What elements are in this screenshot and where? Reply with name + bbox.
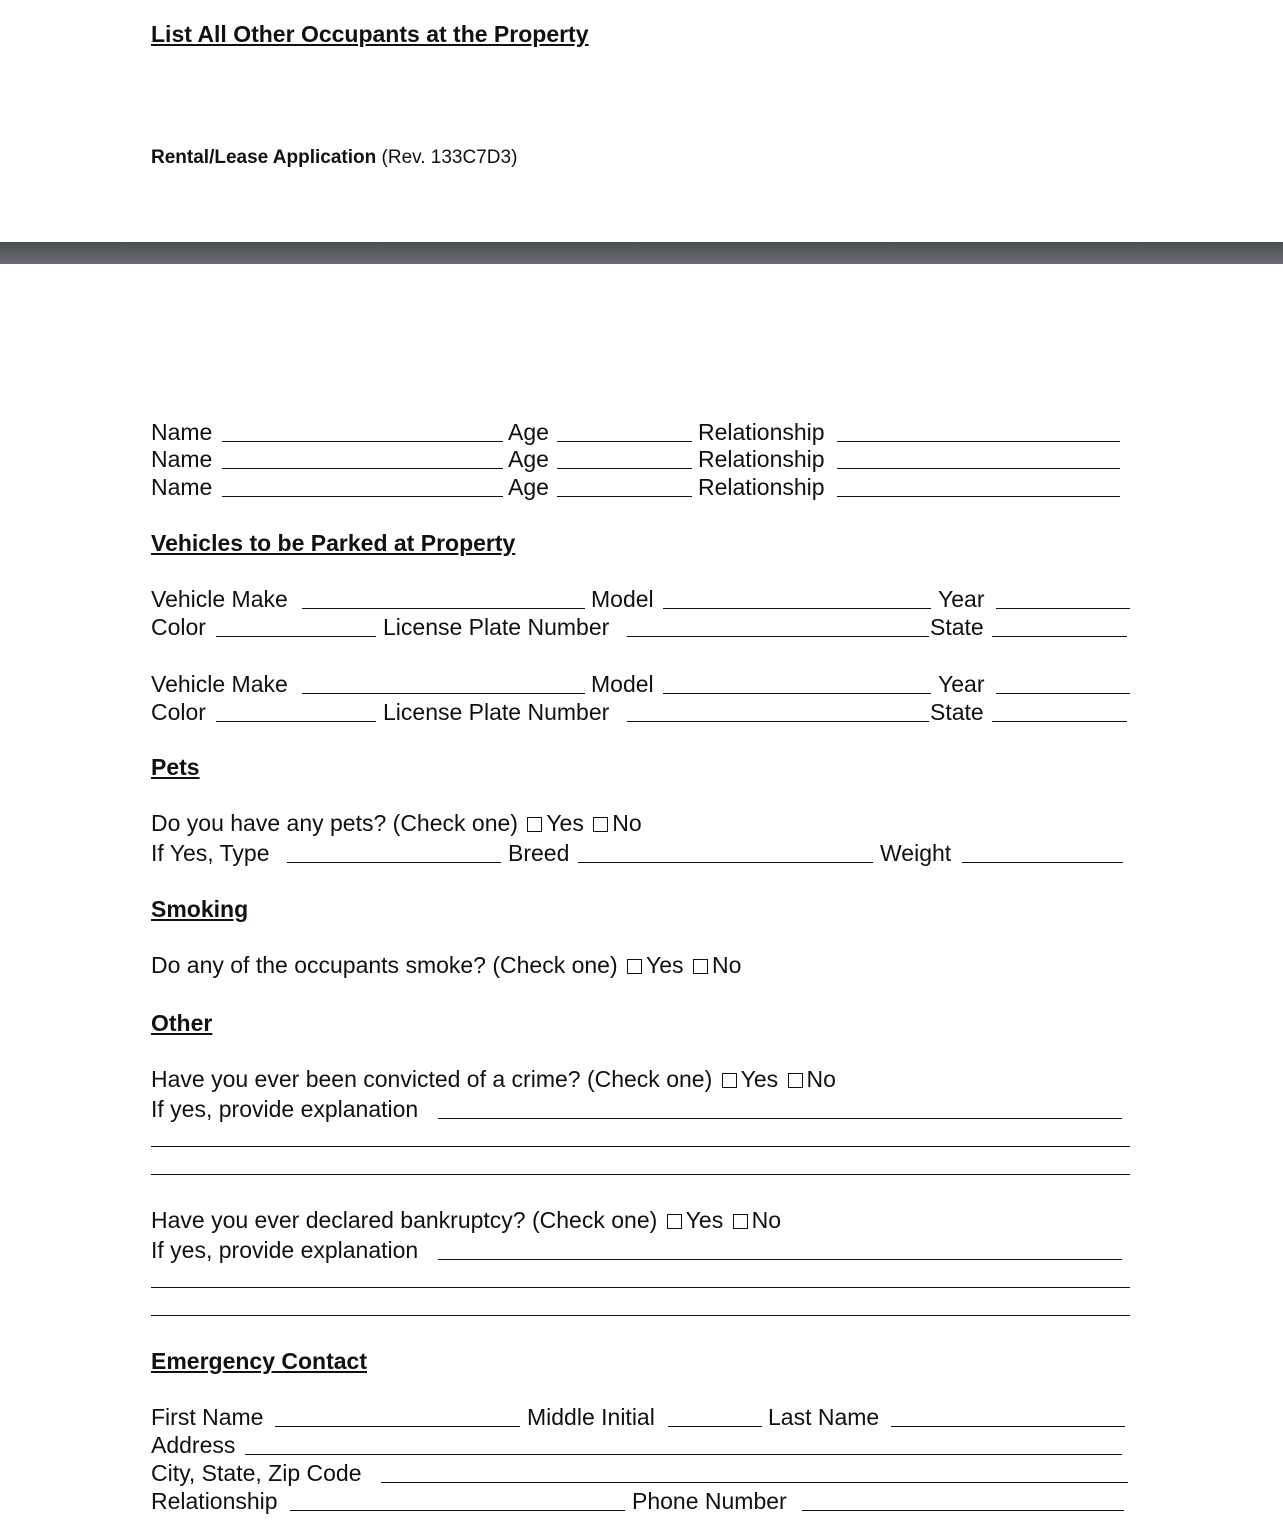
option-label: Yes [740, 1066, 779, 1092]
checkbox-icon[interactable] [527, 817, 542, 832]
pets-heading: Pets [151, 754, 200, 780]
pet-breed-field[interactable] [578, 862, 873, 863]
crime-yes-option[interactable] [719, 1066, 779, 1092]
color-label: Color [151, 614, 206, 640]
emergency-relationship-label: Relationship [151, 1488, 278, 1514]
option-label: No [711, 952, 742, 978]
checkbox-icon[interactable] [627, 959, 642, 974]
smoking-heading: Smoking [151, 896, 249, 922]
crime-explanation-line[interactable] [151, 1146, 1130, 1147]
pets-yes-option[interactable] [524, 810, 584, 836]
option-label: Yes [685, 1207, 724, 1233]
pet-type-label: If Yes, Type [151, 840, 270, 866]
crime-explanation-label: If yes, provide explanation [151, 1096, 419, 1122]
vehicle-year-field[interactable] [996, 608, 1130, 609]
crime-question-row [151, 1066, 836, 1092]
state-label: State [930, 614, 984, 640]
checkbox-icon[interactable] [788, 1073, 803, 1088]
age-label: Age [508, 474, 549, 500]
checkbox-icon[interactable] [593, 817, 608, 832]
bankruptcy-question: Have you ever declared bankruptcy? (Check one) [151, 1207, 658, 1233]
option-label: No [612, 810, 642, 836]
pet-type-field[interactable] [287, 862, 501, 863]
name-label: Name [151, 446, 213, 472]
crime-no-option[interactable] [785, 1066, 836, 1092]
color-label: Color [151, 699, 206, 725]
last-name-field[interactable] [891, 1426, 1125, 1427]
vehicle-make-label: Vehicle Make [151, 586, 288, 612]
occupant-age-field[interactable] [557, 496, 692, 497]
form-footer [151, 147, 517, 169]
checkbox-icon[interactable] [722, 1073, 737, 1088]
license-plate-field[interactable] [627, 636, 929, 637]
middle-initial-label: Middle Initial [527, 1404, 655, 1430]
vehicle-state-field[interactable] [992, 636, 1127, 637]
bankruptcy-question-row [151, 1207, 781, 1233]
model-label: Model [591, 671, 654, 697]
crime-explanation-line[interactable] [151, 1174, 1130, 1175]
vehicle-year-field[interactable] [996, 693, 1130, 694]
address-label: Address [151, 1432, 236, 1458]
bankruptcy-explanation-line[interactable] [151, 1315, 1130, 1316]
emergency-relationship-field[interactable] [290, 1510, 625, 1511]
occupant-relationship-field[interactable] [837, 468, 1120, 469]
year-label: Year [938, 586, 985, 612]
pets-question: Do you have any pets? (Check one) [151, 810, 518, 836]
checkbox-icon[interactable] [733, 1214, 748, 1229]
other-heading: Other [151, 1010, 213, 1036]
crime-explanation-field[interactable] [438, 1118, 1122, 1119]
vehicle-make-field[interactable] [302, 608, 585, 609]
occupant-name-field[interactable] [222, 441, 503, 442]
pets-no-option[interactable] [590, 810, 641, 836]
occupant-name-field[interactable] [222, 468, 503, 469]
vehicle-make-label: Vehicle Make [151, 671, 288, 697]
occupant-name-field[interactable] [222, 496, 503, 497]
vehicle-color-field[interactable] [216, 636, 376, 637]
option-label: Yes [546, 810, 584, 836]
vehicle-color-field[interactable] [216, 721, 376, 722]
vehicle-make-field[interactable] [302, 693, 585, 694]
bankruptcy-yes-option[interactable] [664, 1207, 724, 1233]
city-state-zip-field[interactable] [381, 1482, 1128, 1483]
emergency-contact-heading: Emergency Contact [151, 1348, 368, 1374]
model-label: Model [591, 586, 654, 612]
age-label: Age [508, 419, 549, 445]
relationship-label: Relationship [698, 474, 825, 500]
option-label: No [806, 1066, 836, 1092]
first-name-field[interactable] [275, 1426, 520, 1427]
occupant-relationship-field[interactable] [837, 441, 1120, 442]
bankruptcy-explanation-line[interactable] [151, 1287, 1130, 1288]
last-name-label: Last Name [768, 1404, 880, 1430]
relationship-label: Relationship [698, 419, 825, 445]
weight-label: Weight [880, 840, 952, 866]
city-state-zip-label: City, State, Zip Code [151, 1460, 362, 1486]
option-label: Yes [646, 952, 684, 978]
bankruptcy-explanation-label: If yes, provide explanation [151, 1237, 419, 1263]
vehicles-heading: Vehicles to be Parked at Property [151, 530, 516, 556]
occupant-relationship-field[interactable] [837, 496, 1120, 497]
year-label: Year [938, 671, 985, 697]
license-plate-field[interactable] [627, 721, 929, 722]
name-label: Name [151, 474, 213, 500]
smoking-no-option[interactable] [690, 952, 741, 978]
option-label: No [751, 1207, 781, 1233]
form-revision: (Rev. 133C7D3) [381, 147, 518, 168]
checkbox-icon[interactable] [693, 959, 708, 974]
bankruptcy-no-option[interactable] [730, 1207, 781, 1233]
smoking-question-row [151, 952, 741, 978]
vehicle-state-field[interactable] [992, 721, 1127, 722]
smoking-yes-option[interactable] [624, 952, 684, 978]
phone-number-field[interactable] [802, 1510, 1124, 1511]
form-name: Rental/Lease Application [151, 147, 377, 168]
page-separator [0, 242, 1283, 264]
middle-initial-field[interactable] [668, 1426, 762, 1427]
pets-question-row [151, 810, 642, 836]
bankruptcy-explanation-field[interactable] [438, 1259, 1122, 1260]
address-field[interactable] [245, 1454, 1122, 1455]
occupant-age-field[interactable] [557, 441, 692, 442]
occupants-heading: List All Other Occupants at the Property [151, 21, 589, 47]
smoking-question: Do any of the occupants smoke? (Check one) [151, 952, 618, 978]
breed-label: Breed [508, 840, 570, 866]
crime-question: Have you ever been convicted of a crime? (Check one) [151, 1066, 713, 1092]
phone-number-label: Phone Number [632, 1488, 787, 1514]
state-label: State [930, 699, 984, 725]
vehicle-model-field[interactable] [663, 693, 931, 694]
license-plate-label: License Plate Number [383, 699, 610, 725]
pet-weight-field[interactable] [962, 862, 1123, 863]
license-plate-label: License Plate Number [383, 614, 610, 640]
occupant-age-field[interactable] [557, 468, 692, 469]
vehicle-model-field[interactable] [663, 608, 931, 609]
first-name-label: First Name [151, 1404, 264, 1430]
relationship-label: Relationship [698, 446, 825, 472]
age-label: Age [508, 446, 549, 472]
checkbox-icon[interactable] [667, 1214, 682, 1229]
name-label: Name [151, 419, 213, 445]
